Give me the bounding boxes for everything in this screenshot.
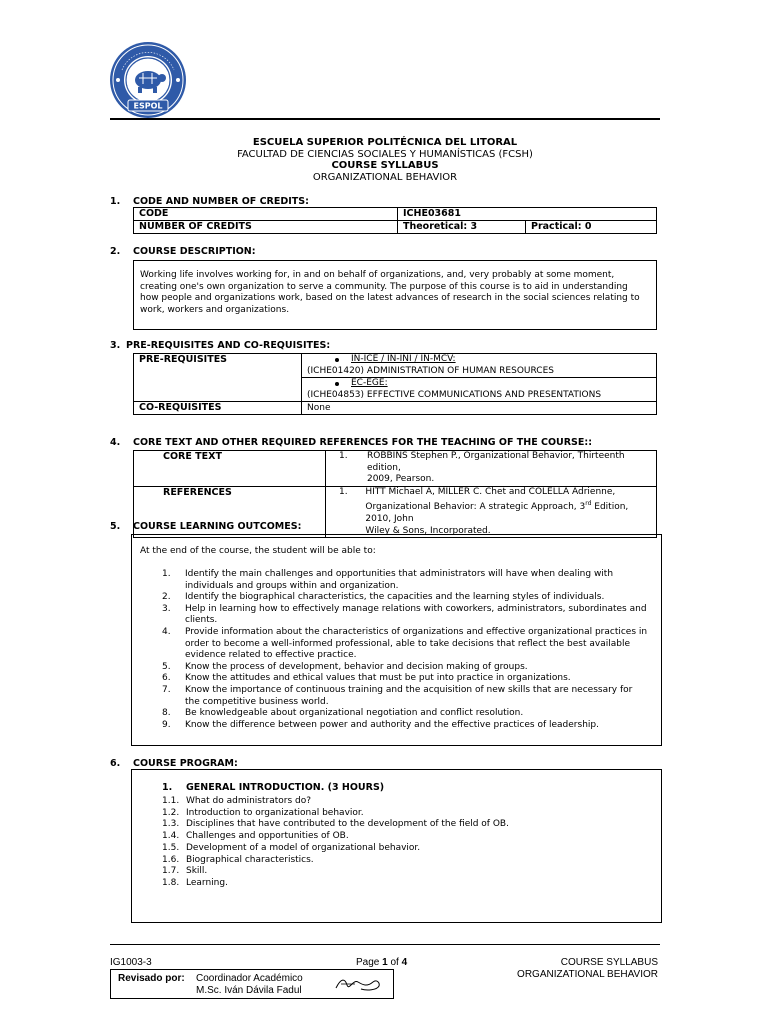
topic-text: Challenges and opportunities of OB. [186,831,349,842]
program-box [131,769,662,923]
institution-name: ESCUELA SUPERIOR POLITÉCNICA DEL LITORAL [252,137,518,148]
section-6-number: 6. [110,758,121,769]
outcome-line: evidence related to effective practice. [185,650,357,661]
section-1-title: CODE AND NUMBER OF CREDITS: [133,196,309,207]
corequisites-label: CO-REQUISITES [134,402,302,415]
outcome-number: 6. [162,673,171,684]
topic-number: 1.3. [162,819,180,830]
outcome-item [162,592,657,604]
description-line: work, workers and organizations. [140,304,290,315]
section-6-title: COURSE PROGRAM: [133,758,238,769]
reference-line: Wiley & Sons, Incorporated. [365,525,491,536]
outcome-number: 4. [162,626,171,637]
description-text [134,261,656,316]
course-name: ORGANIZATIONAL BEHAVIOR [312,171,458,183]
page-current: 1 [382,957,388,968]
outcome-item [162,720,657,732]
ordinal-superscript: rd [585,500,592,508]
topic-item [162,866,509,878]
outcome-line: Know the process of development, behavior and decision making of groups. [185,661,528,672]
topic-number: 1.5. [162,842,180,853]
bullet-icon [335,382,339,386]
outcome-line: individuals and groups within and organization. [185,580,399,591]
outcome-number: 2. [162,592,171,603]
unit-number: 1. [162,782,173,793]
topic-number: 1.8. [162,877,180,888]
corequisites-value: None [302,402,657,415]
unit-title: GENERAL INTRODUCTION. (3 HOURS) [186,782,385,793]
credits-label: NUMBER OF CREDITS [134,221,398,234]
topic-number: 1.2. [162,807,180,818]
outcome-item [162,685,657,708]
code-value: ICHE03681 [398,208,657,221]
outcome-line: Know the importance of continuous training and the acquisition of new skills that are necessary for [185,684,633,695]
description-box [133,260,657,330]
topic-text: Development of a model of organizational behavior. [186,842,421,853]
footer-rule [110,944,660,945]
section-2-title: COURSE DESCRIPTION: [133,246,256,257]
page-indicator [356,957,407,968]
prerequisites-label: PRE-REQUISITES [134,354,302,402]
footer-document-type: COURSE SYLLABUS [560,957,658,968]
topic-text: Learning. [186,877,228,888]
outcome-number: 7. [162,684,171,695]
outcome-line: Identify the main challenges and opportunities that administrators will have when dealing with [185,569,614,579]
reference-number: 1. [339,486,348,497]
reference-line: HITT Michael A, MILLER C. Chet and COLELLA Adrienne, [365,486,616,497]
reviewed-label: Revisado por: [118,973,185,984]
prerequisite-1-code: IN-ICE / IN-INI / IN-MCV: [351,354,456,364]
topic-list [162,796,509,890]
outcome-line: Be knowledgeable about organizational negotiation and conflict resolution. [185,708,524,719]
topic-item [162,796,509,808]
espol-logo [108,40,188,120]
theoretical-credits: Theoretical: 3 [398,221,526,234]
practical-credits: Practical: 0 [526,221,657,234]
outcome-item [162,627,657,662]
reference-line-part: Organizational Behavior: A strategic Approach, 3 [365,502,586,513]
reviewer-info [196,973,303,997]
core-text-number: 1. [339,451,348,461]
document-type: COURSE SYLLABUS [331,160,439,171]
outcome-line: order to become a well-informed professional, able to take decisions that reflect the best available [185,638,631,649]
outcome-line: Identify the biographical characteristics, the capacities and the learning styles of individuals. [185,592,605,603]
outcome-item [162,708,657,720]
outcome-number: 5. [162,661,171,672]
core-text-entry [326,451,657,487]
section-5-title: COURSE LEARNING OUTCOMES: [133,521,302,532]
outcome-line: Provide information about the characteristics of organizations and effective organizational practices in [185,626,648,637]
prerequisite-1-course: (ICHE01420) ADMINISTRATION OF HUMAN RESOURCES [307,365,554,376]
topic-item [162,878,509,890]
outcome-line: the competitive business world. [185,696,329,707]
description-line: Working life involves working for, in and on behalf of organizations, and, very probably at some moment, [140,270,615,280]
outcome-number: 9. [162,719,171,730]
outcomes-list [162,569,657,731]
topic-number: 1.7. [162,866,180,877]
footer-course-name: ORGANIZATIONAL BEHAVIOR [517,969,658,980]
section-2-number: 2. [110,246,121,257]
section-4-number: 4. [110,437,121,448]
topic-number: 1.4. [162,831,180,842]
outcome-number: 3. [162,603,171,614]
svg-text:ESPOL: ESPOL [133,101,163,111]
signature-graphic [333,973,383,995]
section-1-number: 1. [110,196,121,207]
outcome-item [162,604,657,627]
outcomes-box [131,534,662,746]
outcome-item [162,662,657,674]
topic-text: Disciplines that have contributed to the development of the field of OB. [186,819,509,830]
section-5-number: 5. [110,521,121,532]
page-total: 4 [401,957,408,968]
outcome-line: Know the difference between power and authority and the effective practices of leadership. [185,719,599,730]
outcome-item [162,569,657,592]
prerequisite-2-course: (ICHE04853) EFFECTIVE COMMUNICATIONS AND PRESENTATIONS [307,389,602,400]
topic-item [162,843,509,855]
document-code: IG1003-3 [110,957,152,968]
prerequisite-2-code: EC-EGE: [351,378,388,388]
page-prefix: Page [356,957,383,968]
topic-item [162,819,509,831]
reviewer-role: Coordinador Académico [196,973,303,984]
prerequisite-2 [302,378,657,402]
reference-entry [326,486,657,537]
review-box [110,969,394,999]
section-3-title: PRE-REQUISITES AND CO-REQUISITES: [126,340,331,351]
topic-number: 1.6. [162,854,180,865]
topic-text: Introduction to organizational behavior. [186,807,364,818]
outcome-number: 8. [162,708,171,719]
bullet-icon [335,358,339,362]
header-rule [110,118,660,120]
reviewer-name: M.Sc. Iván Dávila Fadul [196,985,302,996]
references-label: REFERENCES [134,486,326,537]
footer-doc-info [460,957,658,981]
outcome-number: 1. [162,569,171,579]
outcome-line: Help in learning how to effectively manage relations with coworkers, administrators, subordinates and [185,603,647,614]
topic-number: 1.1. [162,796,180,806]
prerequisites-table [133,353,657,415]
prerequisite-1 [302,354,657,378]
topic-item [162,855,509,867]
code-label: CODE [134,208,398,221]
topic-item [162,808,509,820]
core-text-citation [367,451,651,486]
core-text-line: ROBBINS Stephen P., Organizational Behavior, Thirteenth edition, [366,451,625,473]
page-of: of [387,957,402,968]
core-text-line: 2009, Pearson. [366,474,435,485]
section-3-number: 3. [110,340,121,351]
core-text-label: CORE TEXT [134,451,326,487]
description-line: how people and organizations work, based on the latest advances of research in the social sciences relating to [140,293,640,304]
topic-text: Skill. [186,866,208,877]
reference-citation [365,487,651,537]
topic-text: What do administrators do? [186,796,312,806]
topic-item [162,831,509,843]
reference-line [365,498,651,525]
description-line: creating one's own organization to serve a community. The purpose of this course is to aid in understanding [140,281,628,292]
topic-text: Biographical characteristics. [186,854,314,865]
unit-heading [162,782,384,793]
reference-line-part: Edition, 2010, John [365,502,629,524]
section-4-title: CORE TEXT AND OTHER REQUIRED REFERENCES FOR THE TEACHING OF THE COURSE:: [133,437,592,448]
outcome-line: clients. [185,615,218,626]
espol-seal-graphic [108,40,188,120]
faculty-name: FACULTAD DE CIENCIAS SOCIALES Y HUMANÍSTICAS (FCSH) [237,148,533,160]
outcome-line: Know the attitudes and ethical values that must be put into practice in organizations. [185,673,571,684]
credits-table [133,207,657,234]
outcomes-intro: At the end of the course, the student will be able to: [140,546,376,556]
title-block [110,137,660,183]
outcome-item [162,673,657,685]
